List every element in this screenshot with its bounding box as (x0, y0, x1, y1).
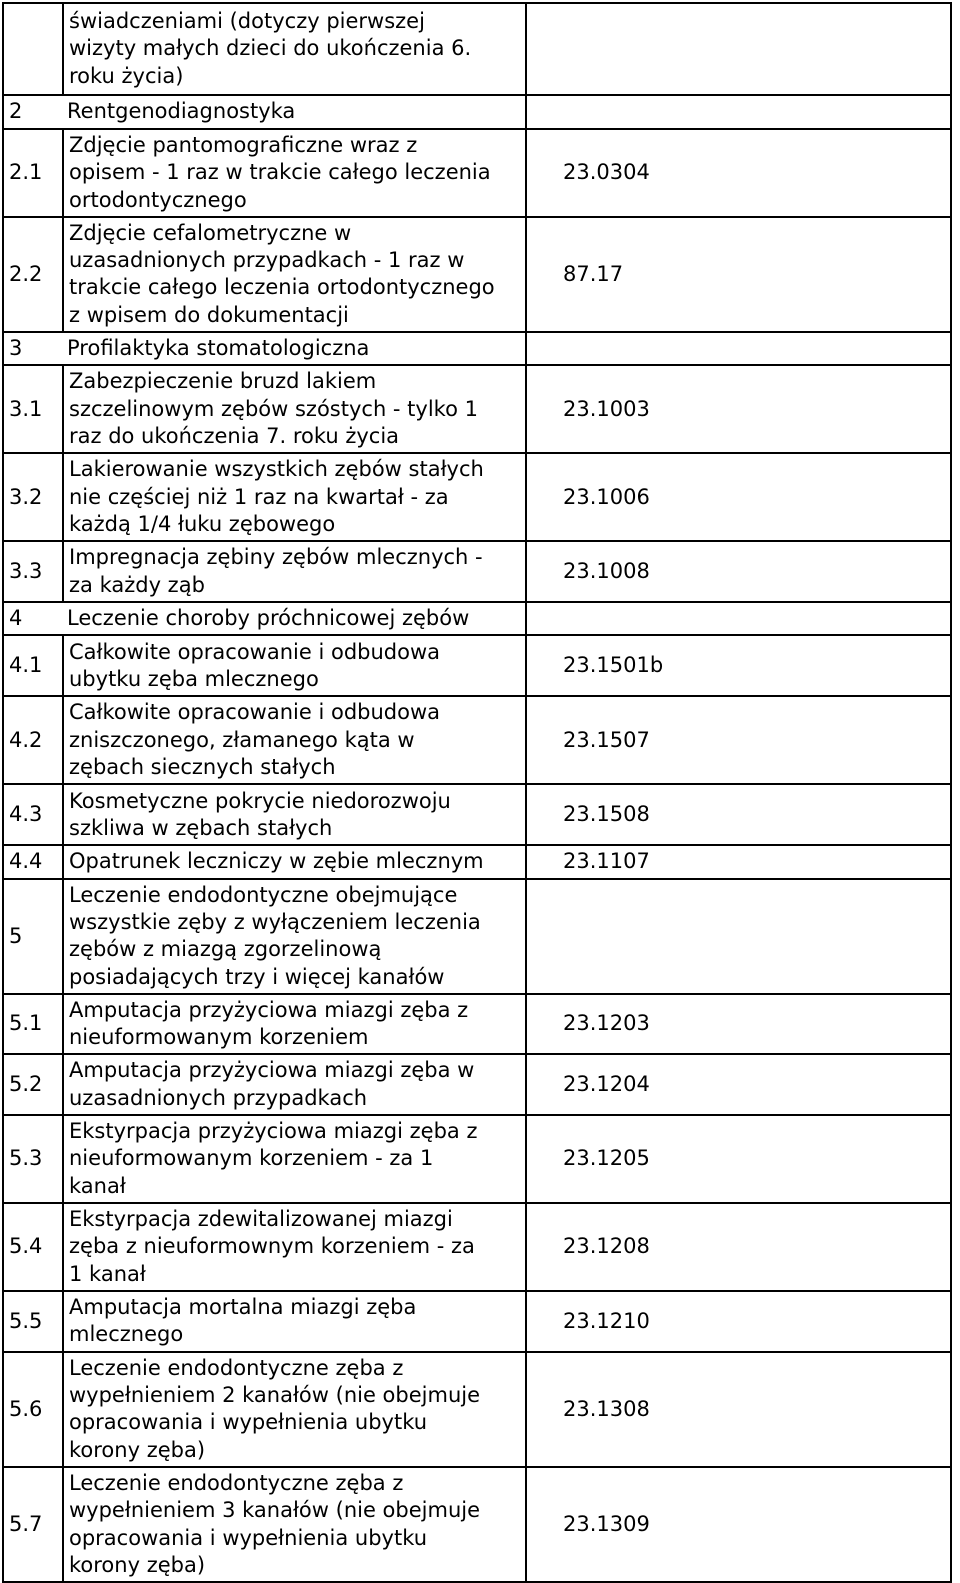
description-line: za każdy ząb (69, 572, 205, 597)
procedure-code: 87.17 (563, 261, 624, 286)
description-line: Ekstyrpacja przyżyciowa miazgi zęba z (69, 1119, 478, 1144)
item-number: 5.3 (9, 1146, 43, 1171)
item-number: 4.2 (9, 727, 43, 752)
section-title: Profilaktyka stomatologiczna (67, 336, 370, 361)
description-cell (63, 129, 526, 217)
description-line: nie częściej niż 1 raz na kwartał - za (69, 484, 449, 509)
description-line: szkliwa w zębach stałych (69, 815, 333, 840)
procedure-code-cell (526, 365, 951, 453)
procedure-code-cell (526, 994, 951, 1055)
item-number-cell (3, 1467, 63, 1582)
procedure-code-cell (526, 1203, 951, 1291)
procedure-code-cell (526, 332, 951, 365)
procedure-code-cell (526, 453, 951, 541)
description-line: korony zęba) (69, 1437, 206, 1462)
description-cell (63, 3, 526, 95)
description-line: uzasadnionych przypadkach (69, 1085, 368, 1110)
table-row (3, 1054, 951, 1115)
description-line: zęba z nieuformownym korzeniem - za (69, 1234, 475, 1259)
procedures-table-body (3, 3, 951, 1582)
description-line: Leczenie endodontyczne zęba z (69, 1470, 404, 1495)
procedure-code: 23.1507 (563, 727, 650, 752)
description-line: zniszczonego, złamanego kąta w (69, 727, 415, 752)
procedure-code-cell (526, 879, 951, 994)
item-number: 4.4 (9, 849, 43, 874)
description-line: Leczenie endodontyczne zęba z (69, 1355, 404, 1380)
description-line: Amputacja przyżyciowa miazgi zęba z (69, 997, 469, 1022)
description-line: opisem - 1 raz w trakcie całego leczenia (69, 160, 491, 185)
description-line: wizyty małych dzieci do ukończenia 6. (69, 36, 472, 61)
description-line: Całkowite opracowanie i odbudowa (69, 700, 441, 725)
section-number: 3 (9, 336, 23, 361)
procedure-code-cell (526, 95, 951, 129)
description-line: szczelinowym zębów szóstych - tylko 1 (69, 396, 478, 421)
description-cell (63, 1291, 526, 1352)
item-number: 4.3 (9, 802, 43, 827)
description-line: opracowania i wypełnienia ubytku (69, 1525, 428, 1550)
description-line: Całkowite opracowanie i odbudowa (69, 639, 441, 664)
description-line: Leczenie endodontyczne obejmujące (69, 882, 458, 907)
description-line: ubytku zęba mlecznego (69, 666, 319, 691)
description-line: ortodontycznego (69, 187, 247, 212)
description-line: trakcie całego leczenia ortodontycznego (69, 275, 495, 300)
item-number: 3.3 (9, 559, 43, 583)
item-number-cell (3, 879, 63, 994)
table-row (3, 129, 951, 217)
procedure-code: 23.1107 (563, 849, 650, 874)
description-cell (63, 217, 526, 332)
description-line: Zdjęcie pantomograficzne wraz z (69, 133, 418, 157)
description-cell (63, 1467, 526, 1582)
table-row (3, 1352, 951, 1467)
table-row (3, 3, 951, 95)
description-cell (63, 635, 526, 696)
procedure-code-cell (526, 3, 951, 95)
procedure-code: 23.1205 (563, 1146, 650, 1171)
description-line: Lakierowanie wszystkich zębów stałych (69, 457, 484, 482)
item-number: 2.2 (9, 261, 43, 286)
procedure-code: 23.1006 (563, 484, 650, 509)
description-line: Ekstyrpacja zdewitalizowanej miazgi (69, 1206, 453, 1231)
procedure-code: 23.1210 (563, 1308, 650, 1333)
item-number-cell (3, 635, 63, 696)
description-line: nieuformowanym korzeniem (69, 1025, 369, 1050)
procedure-code: 23.1309 (563, 1511, 650, 1536)
table-row (3, 453, 951, 541)
procedure-code: 23.1003 (563, 396, 650, 421)
description-cell (63, 784, 526, 845)
section-title: Rentgenodiagnostyka (67, 99, 296, 124)
table-row (3, 1115, 951, 1203)
item-number: 3.1 (9, 396, 43, 421)
item-number: 5.5 (9, 1308, 43, 1333)
table-row (3, 879, 951, 994)
description-cell (63, 696, 526, 784)
section-row (3, 332, 951, 365)
procedure-code: 23.1508 (563, 802, 650, 827)
description-line: wszystkie zęby z wyłączeniem leczenia (69, 909, 481, 934)
description-line: z wpisem do dokumentacji (69, 302, 349, 327)
section-heading-cell (3, 95, 526, 129)
description-line: mlecznego (69, 1322, 184, 1347)
table-row (3, 217, 951, 332)
table-row (3, 541, 951, 602)
item-number: 5.1 (9, 1011, 43, 1036)
item-number-cell (3, 1291, 63, 1352)
procedure-code-cell (526, 1054, 951, 1115)
section-heading-cell (3, 602, 526, 635)
description-line: Opatrunek leczniczy w zębie mlecznym (69, 849, 484, 874)
procedure-code: 23.1308 (563, 1396, 650, 1421)
description-line: kanał (69, 1173, 126, 1198)
description-cell (63, 1115, 526, 1203)
description-cell (63, 365, 526, 453)
procedure-code-cell (526, 217, 951, 332)
item-number: 2.1 (9, 160, 43, 185)
procedure-code-cell (526, 845, 951, 878)
description-line: roku życia) (69, 63, 184, 88)
item-number-cell (3, 217, 63, 332)
procedure-code-cell (526, 1352, 951, 1467)
description-line: raz do ukończenia 7. roku życia (69, 423, 400, 448)
item-number: 5.4 (9, 1234, 43, 1259)
table-row (3, 1291, 951, 1352)
item-number-cell (3, 994, 63, 1055)
description-line: wypełnieniem 2 kanałów (nie obejmuje (69, 1383, 481, 1408)
table-row (3, 365, 951, 453)
description-cell (63, 541, 526, 602)
item-number-cell (3, 365, 63, 453)
table-row (3, 784, 951, 845)
table-row (3, 845, 951, 878)
procedure-code-cell (526, 602, 951, 635)
description-line: 1 kanał (69, 1261, 146, 1286)
item-number: 5 (9, 923, 23, 948)
item-number-cell (3, 696, 63, 784)
procedures-table (2, 2, 952, 1583)
description-line: każdą 1/4 łuku zębowego (69, 511, 336, 536)
item-number-cell (3, 1203, 63, 1291)
procedure-code-cell (526, 129, 951, 217)
table-row (3, 696, 951, 784)
item-number-cell (3, 1054, 63, 1115)
procedure-code-cell (526, 635, 951, 696)
description-line: Amputacja mortalna miazgi zęba (69, 1295, 417, 1319)
item-number: 3.2 (9, 484, 43, 509)
description-cell (63, 845, 526, 878)
description-cell (63, 1203, 526, 1291)
item-number-cell (3, 453, 63, 541)
description-line: świadczeniami (dotyczy pierwszej (69, 9, 425, 34)
description-line: zębów z miazgą zgorzelinową (69, 937, 382, 962)
procedure-code-cell (526, 1291, 951, 1352)
item-number-cell (3, 129, 63, 217)
procedure-code-cell (526, 1467, 951, 1582)
section-row (3, 95, 951, 129)
item-number-cell (3, 845, 63, 878)
section-heading-cell (3, 332, 526, 365)
description-line: zębach siecznych stałych (69, 755, 336, 780)
item-number-cell (3, 1352, 63, 1467)
table-row (3, 635, 951, 696)
procedure-code-cell (526, 1115, 951, 1203)
description-line: Amputacja przyżyciowa miazgi zęba w (69, 1058, 475, 1083)
item-number-cell (3, 3, 63, 95)
procedure-code-cell (526, 541, 951, 602)
item-number-cell (3, 1115, 63, 1203)
section-title: Leczenie choroby próchnicowej zębów (67, 606, 470, 631)
description-line: posiadających trzy i więcej kanałów (69, 964, 445, 989)
description-cell (63, 453, 526, 541)
description-line: uzasadnionych przypadkach - 1 raz w (69, 248, 465, 273)
item-number: 5.7 (9, 1511, 43, 1536)
procedure-code: 23.1203 (563, 1011, 650, 1036)
description-line: Impregnacja zębiny zębów mlecznych - (69, 545, 483, 570)
item-number: 5.6 (9, 1396, 43, 1421)
table-row (3, 1203, 951, 1291)
section-number: 4 (9, 606, 23, 631)
description-line: korony zęba) (69, 1552, 206, 1577)
description-line: wypełnieniem 3 kanałów (nie obejmuje (69, 1498, 481, 1523)
section-row (3, 602, 951, 635)
description-cell (63, 1352, 526, 1467)
procedure-code: 23.0304 (563, 160, 650, 185)
procedure-code-cell (526, 784, 951, 845)
procedure-code-cell (526, 696, 951, 784)
description-line: Kosmetyczne pokrycie niedorozwoju (69, 788, 451, 813)
description-line: Zdjęcie cefalometryczne w (69, 220, 352, 245)
section-number: 2 (9, 99, 23, 124)
description-cell (63, 1054, 526, 1115)
procedure-code: 23.1204 (563, 1072, 650, 1097)
procedure-code: 23.1501b (563, 653, 664, 678)
description-line: opracowania i wypełnienia ubytku (69, 1410, 428, 1435)
item-number: 5.2 (9, 1072, 43, 1097)
description-line: nieuformowanym korzeniem - za 1 (69, 1146, 434, 1171)
table-row (3, 994, 951, 1055)
description-line: Zabezpieczenie bruzd lakiem (69, 369, 377, 394)
table-row (3, 1467, 951, 1582)
item-number-cell (3, 541, 63, 602)
procedure-code: 23.1208 (563, 1234, 650, 1259)
item-number-cell (3, 784, 63, 845)
description-cell (63, 879, 526, 994)
description-cell (63, 994, 526, 1055)
procedure-code: 23.1008 (563, 559, 650, 583)
item-number: 4.1 (9, 653, 43, 678)
